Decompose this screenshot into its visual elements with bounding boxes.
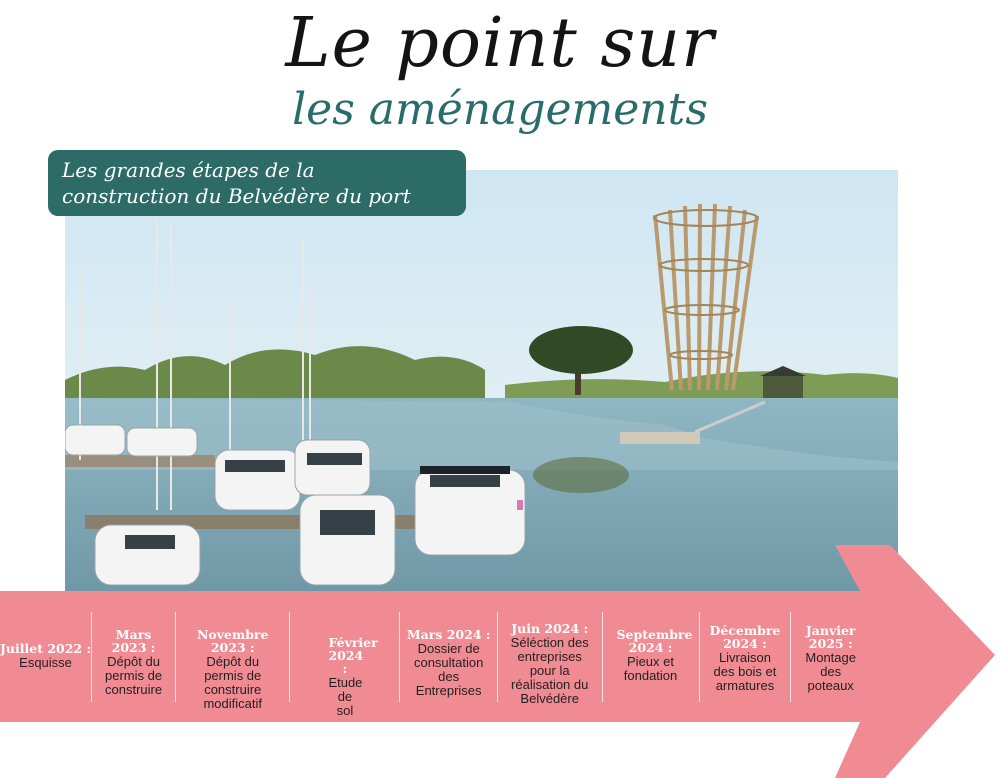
section-banner — [48, 150, 466, 216]
timeline-step — [175, 612, 289, 711]
harbor-photo — [65, 170, 898, 595]
page-subtitle: les aménagements — [292, 84, 708, 135]
timeline — [0, 612, 870, 718]
step-date: Février 2024 : — [328, 635, 378, 676]
timeline-step — [790, 612, 870, 702]
banner-line-1: Les grandes étapes de la — [62, 158, 315, 182]
page-title: Le point sur — [285, 4, 715, 83]
timeline-step — [602, 612, 699, 702]
timeline-step — [699, 612, 791, 702]
step-text: Montage des poteaux — [805, 650, 856, 693]
step-text: Etude de sol — [328, 675, 363, 718]
banner-line-2: construction du Belvédère du port — [62, 184, 411, 208]
step-text: Livraison des bois et armatures — [713, 650, 777, 693]
step-text: Pieux et fondation — [623, 654, 678, 683]
step-text: Dépôt du permis de construire modificatif — [203, 654, 262, 711]
step-text: Séléction des entreprises pour la réalisation du Belvédère — [510, 635, 589, 706]
step-date: Janvier 2025 : — [805, 623, 856, 651]
timeline-step — [0, 612, 91, 702]
step-date: Juin 2024 : — [511, 621, 589, 636]
step-date: Mars 2024 : — [406, 627, 491, 642]
step-date: Juillet 2022 : — [0, 641, 92, 656]
step-text: Esquisse — [19, 655, 72, 670]
step-text: Dépôt du permis de construire — [105, 654, 163, 697]
timeline-step — [399, 612, 496, 702]
step-date: Décembre 2024 : — [709, 623, 781, 651]
step-date: Novembre 2023 : — [196, 627, 269, 655]
step-text: Dossier de consultation des Entreprises — [413, 641, 484, 698]
timeline-step — [91, 612, 175, 702]
step-date: Mars 2023 : — [111, 627, 156, 655]
timeline-step — [497, 612, 602, 706]
step-date: Septembre 2024 : — [616, 627, 693, 655]
timeline-step — [289, 612, 399, 718]
